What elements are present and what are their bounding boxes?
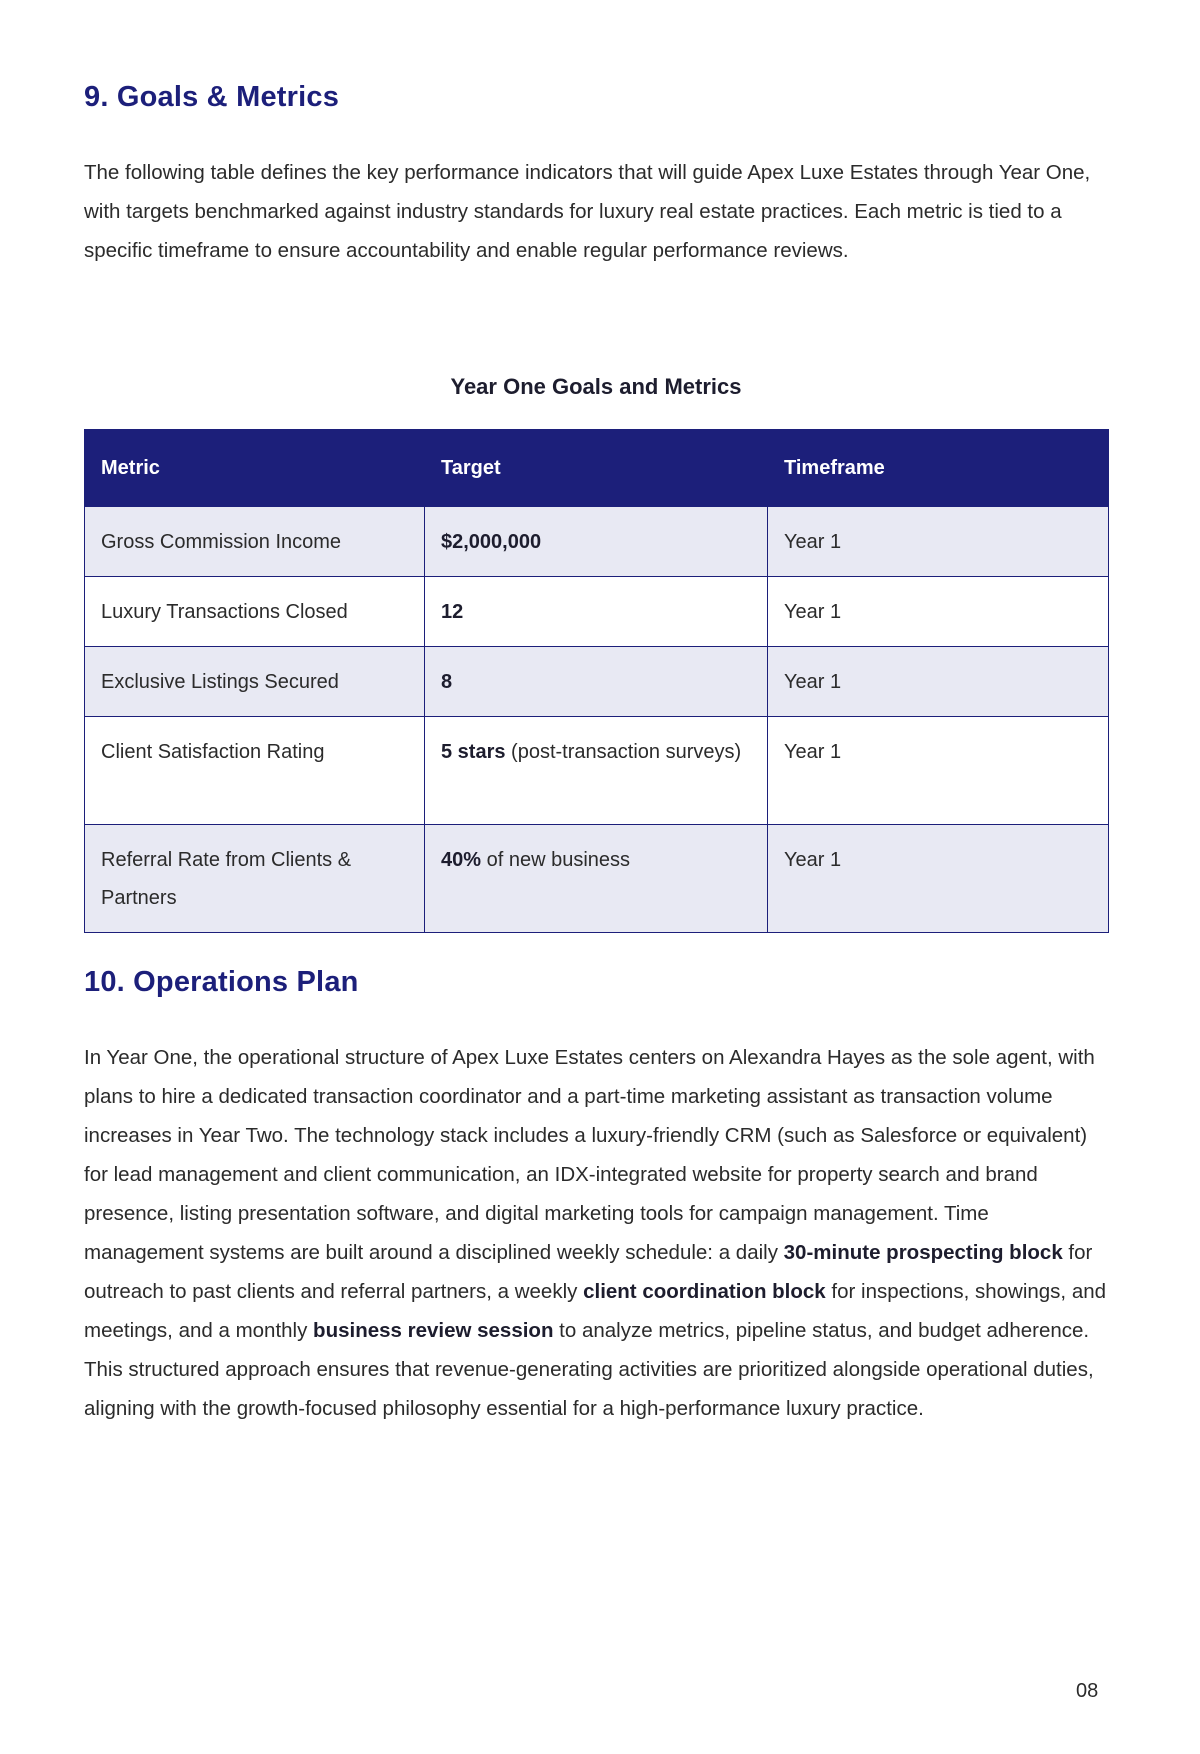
- cell-target: [425, 717, 768, 825]
- ops-text-4: to analyze metrics, pipeline status, and budget adherence. This structured approach ensures that revenue-generating activities are prioritized alongside operational duties, aligning with the growth-focused philosophy essential for a high-performance luxury practice.: [84, 1319, 1094, 1420]
- ops-bold-3: business review session: [313, 1319, 554, 1342]
- cell-timeframe: Year 1: [768, 577, 1109, 647]
- ops-text-2: for outreach to past clients and referral partners, a weekly: [84, 1241, 1093, 1303]
- table-caption: Year One Goals and Metrics: [450, 374, 742, 399]
- table-row: [85, 647, 1109, 717]
- table-header-metric: Metric: [85, 430, 425, 507]
- cell-target: [425, 825, 768, 933]
- page-number: 08: [1076, 1680, 1099, 1702]
- cell-target: [425, 507, 768, 577]
- table-header-target: Target: [425, 430, 768, 507]
- table-header-row: [85, 430, 1109, 507]
- cell-target-bold: 40%: [441, 849, 482, 871]
- cell-target-rest: (post-transaction surveys): [505, 741, 742, 763]
- section-paragraph-goals: The following table defines the key performance indicators that will guide Apex Luxe Estates through Year One, with targets benchmarked against industry standards for luxury real estate practices. Each metric is tied to a specific timeframe to ensure accountability and enable regular performance reviews.: [84, 161, 1091, 262]
- cell-target: [425, 647, 768, 717]
- cell-timeframe: Year 1: [768, 825, 1109, 933]
- cell-target-bold: 12: [441, 601, 464, 623]
- section-heading-goals: 9. Goals & Metrics: [84, 81, 340, 113]
- section-paragraph-operations: [84, 1038, 1108, 1428]
- section-heading-operations: 10. Operations Plan: [84, 966, 359, 998]
- cell-target-rest: of new business: [481, 849, 631, 871]
- table-row: [85, 507, 1109, 577]
- table-header-timeframe: Timeframe: [768, 430, 1109, 507]
- cell-metric: Gross Commission Income: [85, 507, 425, 577]
- goals-metrics-table: [84, 429, 1109, 933]
- cell-target-bold: 8: [441, 671, 453, 693]
- cell-metric: Client Satisfaction Rating: [85, 717, 425, 825]
- cell-metric: Referral Rate from Clients & Partners: [85, 825, 425, 933]
- cell-metric: Luxury Transactions Closed: [85, 577, 425, 647]
- cell-metric: Exclusive Listings Secured: [85, 647, 425, 717]
- cell-timeframe: Year 1: [768, 717, 1109, 825]
- table-row: [85, 577, 1109, 647]
- cell-timeframe: Year 1: [768, 647, 1109, 717]
- cell-target: [425, 577, 768, 647]
- ops-bold-2: client coordination block: [583, 1280, 826, 1303]
- table-row: [85, 825, 1109, 933]
- table-row: [85, 717, 1109, 825]
- ops-text-3: for inspections, showings, and meetings, and a monthly: [84, 1280, 1107, 1342]
- cell-timeframe: Year 1: [768, 507, 1109, 577]
- cell-target-bold: $2,000,000: [441, 531, 542, 553]
- cell-target-bold: 5 stars: [441, 741, 506, 763]
- ops-text-1: In Year One, the operational structure of Apex Luxe Estates centers on Alexandra Hayes as the sole agent, with plans to hire a dedicated transaction coordinator and a part-time marketing assistant as transaction volume increases in Year Two. The technology stack includes a luxury-friendly CRM (such as Salesforce or equivalent) for lead management and client communication, an IDX-integrated website for property search and brand presence, listing presentation software, and digital marketing tools for campaign management. Time management systems are built around a disciplined weekly schedule: a daily: [84, 1046, 1095, 1264]
- ops-bold-1: 30-minute prospecting block: [783, 1241, 1063, 1264]
